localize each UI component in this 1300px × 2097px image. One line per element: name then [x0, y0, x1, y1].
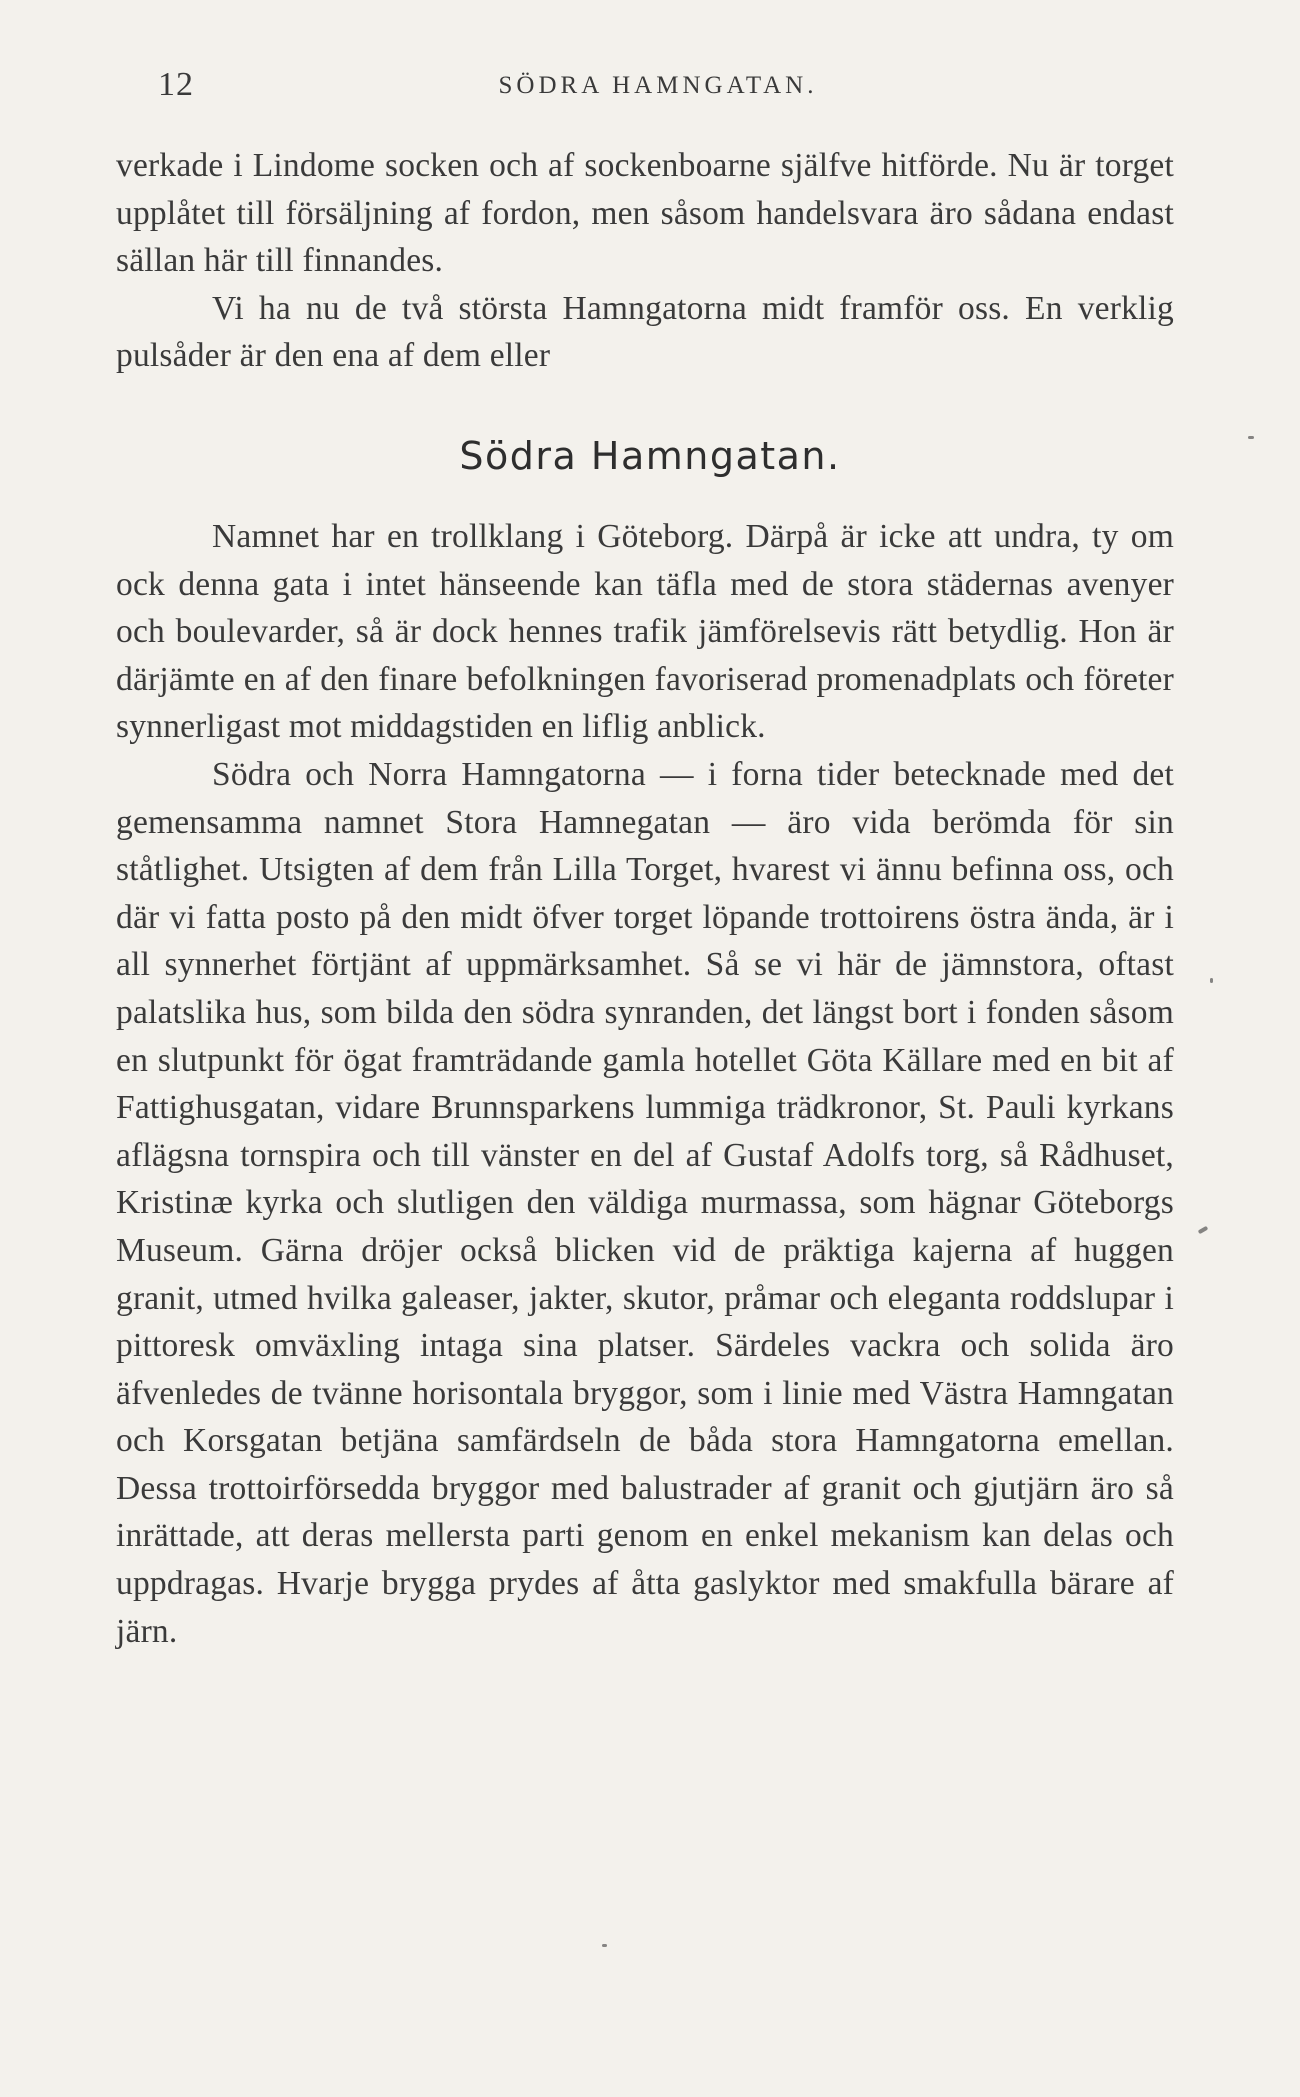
paper-speck	[1198, 1226, 1209, 1234]
intro-paragraph-2: Vi ha nu de två största Hamngatorna midt framför oss. En verklig pulsåder är den ena af dem eller	[116, 289, 1174, 375]
intro-text	[116, 142, 1174, 380]
page-header	[158, 66, 1158, 106]
main-paragraph-2: Södra och Norra Hamngatorna — i forna tider betecknade med det gemensamma namnet Stora Hamnegatan — äro vida berömda för sin ståtlighet. Utsigten af dem från Lilla Torget, hvarest vi ännu befinna oss, och där vi fatta posto på den midt öfver torget löpande trottoirens östra ända, är i all synnerhet förtjänt af uppmärksamhet. Så se vi här de jämnstora, oftast palatslika hus, som bilda den södra synranden, det längst bort i fonden såsom en slutpunkt för ögat framträdande gamla hotellet Göta Källare med en bit af Fattighusgatan, vidare Brunnsparkens lummiga trädkronor, St. Pauli kyrkans aflägsna tornspira och till vänster en del af Gustaf Adolfs torg, så Rådhuset, Kristinæ kyrka och slutligen den väldiga murmassa, som hägnar Göteborgs Museum. Gärna dröjer också blicken vid de präktiga kajerna af huggen granit, utmed hvilka galeaser, jakter, skutor, pråmar och eleganta roddslupar i pittoresk omväxling intaga sina platser. Särdeles vackra och solida äro äfvenledes de tvänne horisontala bryggor, som i linie med Västra Hamngatan och Korsgatan betjäna samfärdseln de båda stora Hamngatorna emellan. Dessa trottoirförsedda bryggor med balustrader af granit och gjutjärn äro så inrättade, att deras mellersta parti genom en enkel mekanism kan delas och uppdragas. Hvarje brygga prydes af åtta gaslyktor med smakfulla bärare af järn.	[116, 755, 1174, 1650]
main-text	[116, 513, 1174, 1655]
paper-speck	[1248, 436, 1254, 439]
main-paragraph-1: Namnet har en trollklang i Göteborg. Därpå är icke att undra, ty om ock denna gata i intet hänseende kan täfla med de stora städernas avenyer och boulevarder, så är dock hennes trafik jämförelsevis rätt betydlig. Hon är därjämte en af den finare befolkningen favoriserad promenadplats och företer synnerligast mot middagstiden en liflig anblick.	[116, 518, 1174, 746]
intro-paragraph-1: verkade i Lindome socken och af sockenboarne själfve hitförde. Nu är torget upplåtet till försäljning af fordon, men såsom handelsvara äro sådana endast sällan här till finnandes.	[116, 147, 1174, 280]
paper-speck	[602, 1944, 607, 1947]
section-heading: Södra Hamngatan.	[459, 434, 841, 478]
page-number: 12	[158, 66, 194, 103]
running-head: SÖDRA HAMNGATAN.	[498, 72, 818, 99]
paper-speck	[1210, 978, 1213, 983]
